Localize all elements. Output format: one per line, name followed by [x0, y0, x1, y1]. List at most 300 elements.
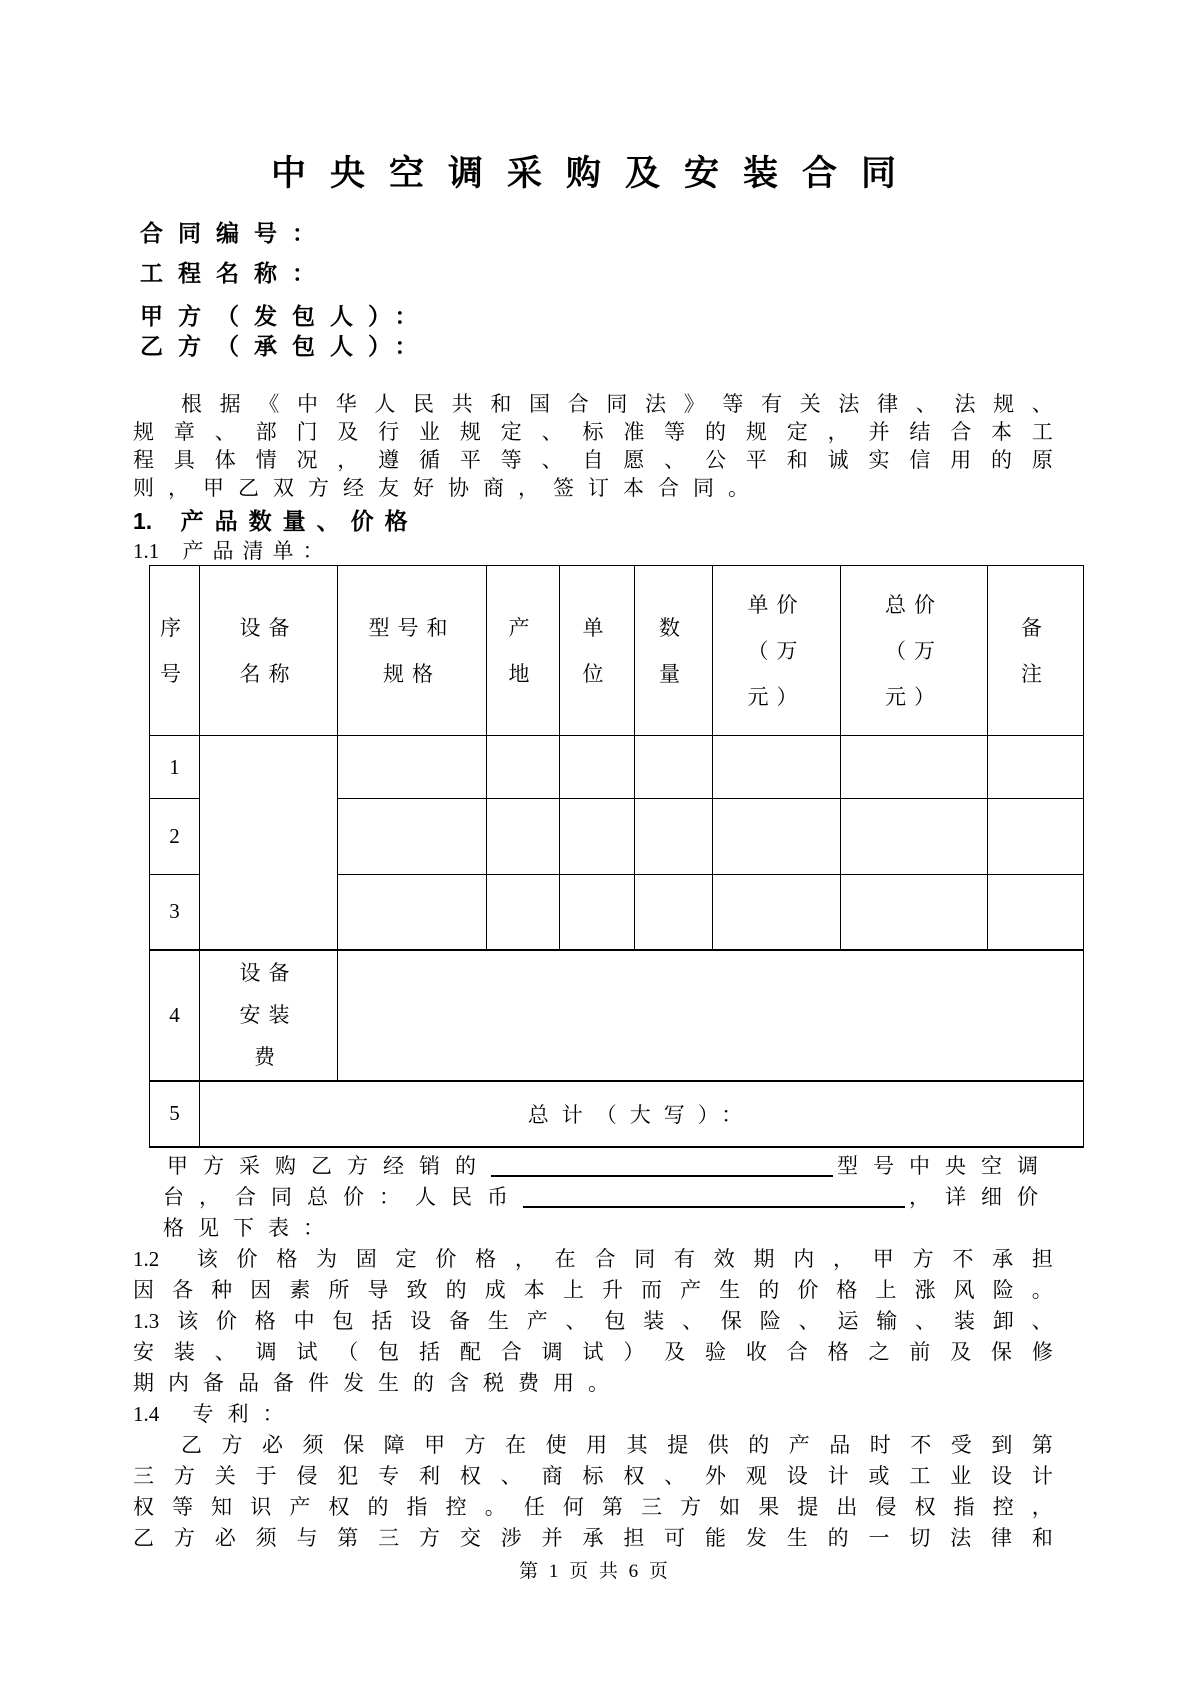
text-token: 具 — [173, 448, 195, 472]
text-token: 利 — [419, 1464, 441, 1488]
section-1-1-label — [133, 535, 333, 565]
table-cell — [338, 736, 487, 799]
text-token: 平 — [745, 448, 767, 472]
text-token: 民 — [451, 1185, 472, 1209]
text-line — [133, 1337, 1053, 1368]
text-token: ， — [514, 1247, 536, 1271]
preamble-paragraph — [133, 390, 1053, 502]
text-token: 、 — [682, 1309, 704, 1333]
text-token: 经 — [383, 1154, 404, 1178]
text-token: 包 — [604, 1309, 626, 1333]
text-token: 中 — [293, 1309, 315, 1333]
text-token: 方 — [464, 1433, 486, 1457]
text-token: 如 — [719, 1495, 741, 1519]
text-token: 指 — [406, 1495, 428, 1519]
text-token: 的 — [455, 1154, 476, 1178]
text-token: 或 — [868, 1464, 890, 1488]
text-token: 工 — [140, 260, 163, 286]
text-token: 签 — [553, 476, 574, 500]
text-token: 章 — [173, 420, 195, 444]
text-token: 期 — [753, 1247, 775, 1271]
text-token: 装 — [643, 1309, 665, 1333]
text-token: 方 — [308, 476, 329, 500]
text-token: 双 — [273, 476, 294, 500]
text-token: 标 — [582, 420, 604, 444]
body-paragraphs — [133, 1151, 1053, 1554]
text-token: 风 — [953, 1278, 975, 1302]
table-cell — [338, 875, 487, 950]
text-token: 规 — [459, 420, 481, 444]
text-token: 外 — [705, 1464, 727, 1488]
text-token: ） — [368, 333, 380, 359]
text-token: ： — [302, 539, 324, 563]
table-header-row — [150, 566, 1084, 736]
header-cell-total-price: 总价（万元） — [841, 566, 988, 736]
text-token: 平 — [459, 448, 481, 472]
text-token: 产 — [180, 508, 204, 534]
text-token: 据 — [219, 392, 241, 416]
text-token: 控 — [445, 1495, 467, 1519]
text-token: 受 — [950, 1433, 972, 1457]
text-token: 因 — [133, 1278, 154, 1302]
text-token: 《 — [258, 392, 280, 416]
text-token: 观 — [745, 1464, 767, 1488]
text-token: 计 — [827, 1464, 849, 1488]
header-cell-equipment-name: 设备名称 — [200, 566, 338, 736]
table-cell — [713, 875, 841, 950]
text-token: 切 — [909, 1526, 931, 1550]
text-token: 合 — [235, 1185, 256, 1209]
text-token: 》 — [683, 392, 705, 416]
text-token: 保 — [991, 1340, 1013, 1364]
text-token: 购 — [275, 1154, 296, 1178]
text-token: 币 — [487, 1185, 508, 1209]
text-token: 上 — [562, 1278, 584, 1302]
text-token: 下 — [233, 1216, 254, 1240]
text-token: 成 — [484, 1278, 506, 1302]
text-line — [133, 1213, 1053, 1244]
text-token: 供 — [707, 1433, 729, 1457]
text-token: 乙 — [238, 476, 259, 500]
text-token: 空 — [981, 1154, 1002, 1178]
text-token: 、 — [541, 420, 563, 444]
text-token: 循 — [419, 448, 441, 472]
text-token: 则 — [133, 476, 154, 500]
text-token: 所 — [328, 1278, 350, 1302]
text-token: 情 — [255, 448, 277, 472]
text-token: 发 — [343, 1371, 364, 1395]
fill-in-blank — [491, 1151, 833, 1177]
text-token: 设 — [991, 1464, 1013, 1488]
text-token: 三 — [641, 1495, 663, 1519]
blank-suffix-text — [909, 1182, 1053, 1213]
text-token: ： — [394, 303, 418, 329]
text-token: 1.3 — [133, 1309, 160, 1333]
text-line — [133, 1151, 1053, 1182]
text-token: 信 — [909, 448, 931, 472]
text-token: 权 — [133, 1495, 154, 1519]
text-token: 结 — [909, 420, 931, 444]
text-token: 、 — [798, 1309, 820, 1333]
text-token: 承 — [992, 1247, 1014, 1271]
text-token: ， — [909, 1185, 930, 1209]
text-token: 三 — [378, 1526, 400, 1550]
table-row — [150, 736, 1084, 799]
text-token: 的 — [827, 1526, 849, 1550]
text-token: ： — [303, 1216, 324, 1240]
text-token: ： — [292, 220, 315, 246]
row-number-cell: 5 — [150, 1081, 200, 1147]
row-number-cell: 2 — [150, 799, 200, 875]
text-token: 规 — [993, 392, 1015, 416]
text-token: 须 — [255, 1526, 277, 1550]
text-token: 括 — [371, 1309, 393, 1333]
text-token: 备 — [273, 1371, 294, 1395]
text-token: 交 — [459, 1526, 481, 1550]
table-row-total — [150, 1081, 1084, 1147]
text-token: 格 — [836, 1278, 858, 1302]
text-token: （ — [216, 333, 239, 359]
text-line — [133, 1368, 1053, 1399]
text-line — [133, 1492, 1053, 1523]
text-token: 内 — [793, 1247, 815, 1271]
text-token: 设 — [410, 1309, 432, 1333]
text-token: 规 — [745, 420, 767, 444]
text-line — [133, 1306, 1053, 1337]
text-token: 民 — [413, 392, 435, 416]
text-token: 合 — [950, 420, 972, 444]
text-token: 试 — [296, 1340, 318, 1364]
table-cell — [635, 799, 713, 875]
text-token: 产 — [289, 1495, 311, 1519]
text-token: 数 — [248, 508, 272, 534]
text-token: 的 — [991, 448, 1013, 472]
text-token: 量 — [282, 508, 306, 534]
contract-number-label — [140, 219, 330, 247]
text-token: 工 — [909, 1464, 931, 1488]
section-1-heading — [133, 503, 419, 536]
text-token: 、 — [915, 1309, 937, 1333]
text-token: 专 — [378, 1464, 400, 1488]
text-token: 甲 — [203, 476, 224, 500]
table-row-installation-fee — [150, 950, 1084, 1081]
text-token: 合 — [594, 1247, 616, 1271]
text-token: 号 — [254, 220, 277, 246]
text-token: 方 — [347, 1154, 368, 1178]
text-token: 和 — [1031, 1526, 1053, 1550]
text-token: 为 — [316, 1247, 338, 1271]
text-token: 提 — [797, 1495, 819, 1519]
header-cell-quantity: 数量 — [635, 566, 713, 736]
text-token: 控 — [992, 1495, 1014, 1519]
text-token: 法 — [645, 392, 667, 416]
text-token: 第 — [601, 1495, 623, 1519]
text-token: 等 — [722, 392, 744, 416]
text-token: 包 — [292, 303, 315, 329]
page-number-footer: 第 1 页 共 6 页 — [519, 1561, 671, 1582]
text-token: 侵 — [296, 1464, 318, 1488]
text-token: 诚 — [827, 448, 849, 472]
text-token: 输 — [876, 1309, 898, 1333]
text-token: 中 — [909, 1154, 930, 1178]
text-token: 导 — [367, 1278, 389, 1302]
text-token: 格 — [254, 1309, 276, 1333]
text-token: 定 — [786, 420, 808, 444]
text-token: 乙 — [181, 1433, 202, 1457]
text-token: 须 — [302, 1433, 324, 1457]
text-token: 乙 — [140, 333, 163, 359]
text-token: 修 — [1031, 1340, 1053, 1364]
text-token: 担 — [1031, 1247, 1053, 1271]
text-token: 涨 — [914, 1278, 936, 1302]
text-token: ： — [292, 260, 315, 286]
text-token: 有 — [761, 392, 783, 416]
text-line — [133, 1244, 1053, 1275]
text-token: 专 — [192, 1402, 214, 1426]
text-token: 因 — [250, 1278, 272, 1302]
text-token: 卸 — [992, 1309, 1014, 1333]
text-token: 法 — [954, 392, 976, 416]
table-cell — [988, 799, 1084, 875]
text-token: 包 — [378, 1340, 400, 1364]
text-token: 方 — [221, 1433, 243, 1457]
text-token: 不 — [952, 1247, 974, 1271]
text-token: 安 — [133, 1340, 154, 1364]
text-token: 乙 — [311, 1154, 332, 1178]
text-token: 称 — [254, 260, 277, 286]
header-cell-seq: 序号 — [150, 566, 200, 736]
text-token: 能 — [705, 1526, 727, 1550]
text-token: 使 — [545, 1433, 567, 1457]
blank-suffix-text — [837, 1151, 1053, 1182]
text-token: 合 — [140, 220, 163, 246]
text-token: 前 — [909, 1340, 931, 1364]
text-token: 及 — [337, 420, 359, 444]
text-token: 程 — [178, 260, 201, 286]
text-line — [133, 1461, 1053, 1492]
text-token: 合 — [786, 1340, 808, 1364]
text-token: 出 — [836, 1495, 858, 1519]
text-token: 。 — [484, 1495, 506, 1519]
text-token: 产 — [182, 539, 204, 563]
text-token — [168, 539, 173, 563]
text-token: 内 — [168, 1371, 189, 1395]
text-token — [163, 508, 169, 534]
text-token: 种 — [211, 1278, 233, 1302]
text-token: 品 — [238, 1371, 259, 1395]
text-token: 用 — [950, 448, 972, 472]
text-token: 根 — [181, 392, 202, 416]
table-cell — [338, 799, 487, 875]
text-token: 协 — [448, 476, 469, 500]
table-cell — [841, 736, 988, 799]
text-token: 法 — [838, 392, 860, 416]
text-token: 央 — [945, 1154, 966, 1178]
text-token: 果 — [758, 1495, 780, 1519]
text-token: 关 — [214, 1464, 236, 1488]
text-token: ， — [199, 1185, 220, 1209]
header-cell-unit: 单位 — [560, 566, 635, 736]
text-token: 品 — [212, 539, 234, 563]
text-token: 在 — [505, 1433, 527, 1457]
project-name-label — [140, 259, 330, 287]
text-token: 包 — [292, 333, 315, 359]
header-cell-remarks: 备注 — [988, 566, 1084, 736]
text-token: 同 — [606, 392, 628, 416]
text-token: ， — [518, 476, 539, 500]
text-token: 价 — [343, 1185, 364, 1209]
text-token: 同 — [271, 1185, 292, 1209]
text-token: 调 — [1017, 1154, 1038, 1178]
table-cell — [713, 799, 841, 875]
text-token: 、 — [664, 1464, 686, 1488]
table-cell — [560, 875, 635, 950]
text-token: 见 — [198, 1216, 219, 1240]
text-token: 调 — [541, 1340, 563, 1364]
text-token: 到 — [991, 1433, 1013, 1457]
text-token: 自 — [582, 448, 604, 472]
text-token: 商 — [483, 476, 504, 500]
blank-prefix-text — [167, 1151, 491, 1182]
text-token: 权 — [914, 1495, 936, 1519]
text-line — [133, 390, 1053, 418]
table-cell — [988, 875, 1084, 950]
text-token: 固 — [355, 1247, 377, 1271]
text-token: 调 — [255, 1340, 277, 1364]
text-token: 含 — [448, 1371, 469, 1395]
text-token: 的 — [367, 1495, 389, 1519]
text-token: 法 — [950, 1526, 972, 1550]
text-token: 、 — [915, 392, 937, 416]
text-token: 实 — [868, 448, 890, 472]
text-token: 及 — [664, 1340, 686, 1364]
text-token: 格 — [827, 1340, 849, 1364]
table-cell — [487, 875, 560, 950]
text-token — [173, 1402, 178, 1426]
text-token: 验 — [705, 1340, 727, 1364]
text-token: 生 — [786, 1526, 808, 1550]
text-token: 、 — [1031, 1309, 1053, 1333]
text-token: 号 — [873, 1154, 894, 1178]
text-token: 业 — [419, 420, 441, 444]
text-token: 识 — [250, 1495, 272, 1519]
text-token: 可 — [664, 1526, 686, 1550]
table-cell — [635, 736, 713, 799]
text-token: 并 — [868, 420, 890, 444]
text-token: 台 — [163, 1185, 184, 1209]
text-token: 合 — [567, 392, 589, 416]
text-token: 保 — [720, 1309, 742, 1333]
text-token: 合 — [658, 476, 679, 500]
text-token: 准 — [623, 420, 645, 444]
text-token: 本 — [623, 476, 644, 500]
text-token: 和 — [490, 392, 512, 416]
text-token: 定 — [395, 1247, 417, 1271]
text-token: 素 — [289, 1278, 311, 1302]
text-token: 该 — [196, 1247, 218, 1271]
text-token: 而 — [641, 1278, 663, 1302]
text-token: 律 — [991, 1526, 1013, 1550]
text-token: 知 — [211, 1495, 233, 1519]
text-token: 担 — [623, 1526, 645, 1550]
text-token: 生 — [719, 1278, 741, 1302]
text-token: 人 — [374, 392, 396, 416]
text-token: 方 — [419, 1526, 441, 1550]
table-cell — [988, 736, 1084, 799]
text-line — [133, 1182, 1053, 1213]
text-token: 格 — [163, 1216, 184, 1240]
text-token: 价 — [797, 1278, 819, 1302]
text-token: 等 — [500, 448, 522, 472]
text-token: 及 — [950, 1340, 972, 1364]
text-token: 险 — [992, 1278, 1014, 1302]
text-token: 型 — [837, 1154, 858, 1178]
text-token: 费 — [518, 1371, 539, 1395]
text-token: 上 — [875, 1278, 897, 1302]
text-token: 于 — [255, 1464, 277, 1488]
text-token: 包 — [332, 1309, 354, 1333]
text-line — [133, 1275, 1053, 1306]
text-token: ， — [1031, 1495, 1053, 1519]
text-token: 品 — [829, 1433, 851, 1457]
text-token: 采 — [239, 1154, 260, 1178]
text-token: 括 — [419, 1340, 441, 1364]
text-token: 价 — [215, 1309, 237, 1333]
text-token: 必 — [262, 1433, 284, 1457]
text-token: 方 — [178, 333, 201, 359]
text-token: 险 — [759, 1309, 781, 1333]
text-token: 单 — [272, 539, 294, 563]
text-token: 承 — [582, 1526, 604, 1550]
text-token: 致 — [406, 1278, 428, 1302]
text-token: 涉 — [500, 1526, 522, 1550]
text-token: 设 — [786, 1464, 808, 1488]
text-token: 名 — [216, 260, 239, 286]
text-token: 甲 — [167, 1154, 188, 1178]
text-token: 期 — [133, 1371, 154, 1395]
text-token: 1.4 — [133, 1402, 160, 1426]
text-token: 甲 — [424, 1433, 446, 1457]
text-token: 的 — [705, 420, 727, 444]
text-token: 门 — [296, 420, 318, 444]
text-token: 与 — [296, 1526, 318, 1550]
text-token: 之 — [868, 1340, 890, 1364]
text-token: 和 — [786, 448, 808, 472]
text-token: 、 — [500, 1464, 522, 1488]
text-token: 人 — [330, 333, 353, 359]
text-token: 产 — [788, 1433, 810, 1457]
blank-prefix-text — [163, 1182, 523, 1213]
text-token: 何 — [562, 1495, 584, 1519]
text-token: 该 — [177, 1309, 199, 1333]
text-token: 订 — [588, 476, 609, 500]
text-token: 升 — [601, 1278, 623, 1302]
text-token: 标 — [582, 1464, 604, 1488]
header-cell-unit-price: 单价（万元） — [713, 566, 841, 736]
text-token: 方 — [203, 1154, 224, 1178]
text-token: 税 — [483, 1371, 504, 1395]
text-token: 行 — [378, 420, 400, 444]
text-token: 公 — [705, 448, 727, 472]
text-token: 利 — [227, 1402, 249, 1426]
table-cell — [841, 799, 988, 875]
text-token: 本 — [991, 420, 1013, 444]
table-cell — [487, 799, 560, 875]
text-token: 甲 — [140, 303, 163, 329]
text-line — [133, 474, 1053, 502]
text-token: 等 — [172, 1495, 194, 1519]
row-number-cell: 4 — [150, 950, 200, 1081]
